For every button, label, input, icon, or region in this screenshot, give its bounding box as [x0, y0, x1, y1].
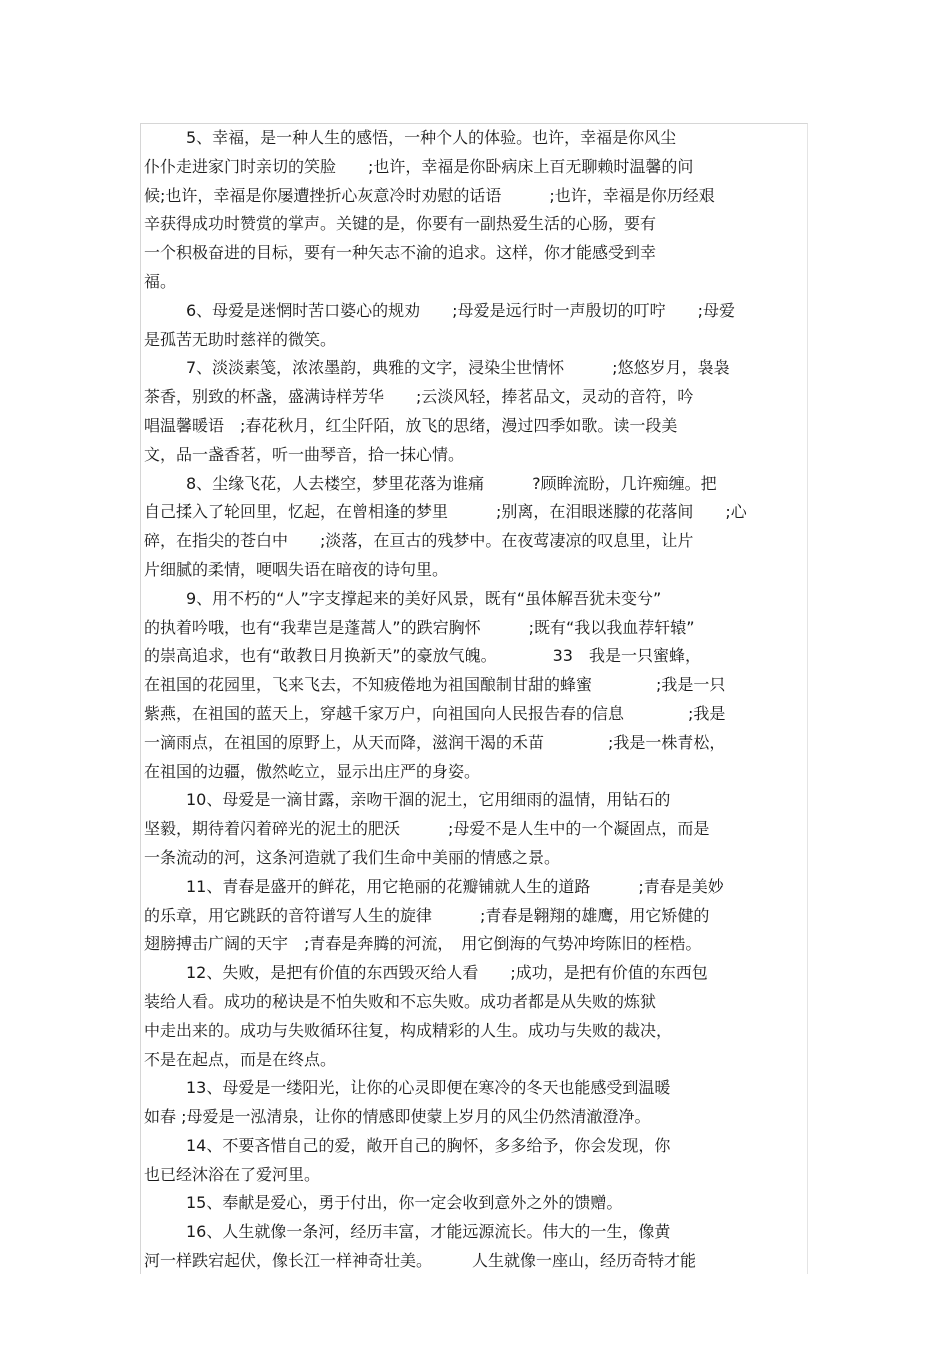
text-line: 中走出来的。成功与失败循环往复，构成精彩的人生。成功与失败的裁决， — [144, 1020, 673, 1040]
paragraph-first-line: 5、幸福，是一种人生的感悟，一种个人的体验。也许，幸福是你风尘 — [186, 128, 677, 147]
text-line: 是孤苦无助时慈祥的微笑。 — [144, 329, 337, 349]
text-line: 自己揉入了轮回里，忆起，在曾相逢的梦里 ;别离，在泪眼迷朦的花落间 ;心 — [144, 502, 747, 522]
text-line: 在祖国的边疆，傲然屹立，显示出庄严的身姿。 — [144, 761, 481, 781]
text-line: 辛获得成功时赞赏的掌声。关键的是，你要有一副热爱生活的心肠，要有 — [144, 214, 657, 234]
text-line: 一滴雨点，在祖国的原野上，从天而降，滋润干渴的禾苗 ;我是一株青松， — [144, 732, 726, 752]
text-line: 仆仆走进家门时亲切的笑脸 ;也许，幸福是你卧病床上百无聊赖时温馨的问 — [144, 156, 694, 176]
text-line: 在祖国的花园里，飞来飞去，不知疲倦地为祖国酿制甘甜的蜂蜜 ;我是一只 — [144, 675, 726, 695]
text-line: 也已经沐浴在了爱河里。 — [144, 1164, 321, 1184]
text-line: 唱温馨暖语 ;春花秋月，红尘阡陌，放飞的思绪，漫过四季如歌。读一段美 — [144, 415, 678, 435]
paragraph-first-line: 16、人生就像一条河，经历丰富，才能远源流长。伟大的一生，像黄 — [186, 1222, 671, 1242]
text-line: 碎，在指尖的苍白中 ;淡落，在亘古的残梦中。在夜莺凄凉的叹息里，让片 — [144, 531, 694, 551]
text-line: 一条流动的河，这条河造就了我们生命中美丽的情感之景。 — [144, 847, 561, 867]
text-line: 文，品一盏香茗，听一曲琴音，拾一抹心情。 — [144, 444, 465, 464]
text-line: 的乐章，用它跳跃的音符谱写人生的旋律 ;青春是翱翔的雄鹰，用它矫健的 — [144, 905, 710, 925]
text-line: 的崇高追求，也有“敢教日月换新天”的豪放气魄。 33 我是一只蜜蜂， — [144, 646, 701, 666]
text-line: 装给人看。成功的秘诀是不怕失败和不忘失败。成功者都是从失败的炼狱 — [144, 991, 657, 1011]
text-line: 不是在起点，而是在终点。 — [144, 1049, 337, 1069]
text-line: 的执着吟哦，也有“我辈岂是蓬蒿人”的跌宕胸怀 ;既有“我以我血荐轩辕” — [144, 617, 695, 637]
text-line: 河一样跌宕起伏，像长江一样神奇壮美。 人生就像一座山，经历奇特才能 — [144, 1251, 697, 1271]
paragraph-first-line: 12、失败，是把有价值的东西毁灭给人看 ;成功，是把有价值的东西包 — [186, 963, 708, 983]
text-line: 福。 — [144, 271, 177, 291]
text-line: 坚毅，期待着闪着碎光的泥土的肥沃 ;母爱不是人生中的一个凝固点，而是 — [144, 819, 710, 839]
paragraph-first-line: 13、母爱是一缕阳光，让你的心灵即便在寒冷的冬天也能感受到温暖 — [186, 1078, 671, 1098]
document-body — [144, 124, 804, 1276]
paragraph-first-line: 11、青春是盛开的鲜花，用它艳丽的花瓣铺就人生的道路 ;青春是美妙 — [186, 876, 724, 896]
text-line: 紫燕，在祖国的蓝天上，穿越千家万户，向祖国向人民报告春的信息 ;我是 — [144, 703, 726, 723]
text-line: 候;也许，幸福是你屡遭挫折心灰意冷时劝慰的话语 ;也许，幸福是你历经艰 — [144, 185, 715, 205]
paragraph-first-line: 14、不要吝惜自己的爱，敞开自己的胸怀，多多给予，你会发现，你 — [186, 1135, 671, 1155]
text-line: 一个积极奋进的目标，要有一种矢志不渝的追求。这样，你才能感受到幸 — [144, 243, 657, 263]
paragraph-first-line: 7、淡淡素笺，浓浓墨韵，典雅的文字，浸染尘世情怀 ;悠悠岁月，袅袅 — [186, 358, 730, 378]
text-line: 片细腻的柔情，哽咽失语在暗夜的诗句里。 — [144, 559, 449, 579]
paragraph-first-line: 9、用不朽的“人”字支撑起来的美好风景，既有“虽体解吾犹未变兮” — [186, 588, 662, 608]
paragraph-first-line: 15、奉献是爱心，勇于付出，你一定会收到意外之外的馈赠。 — [186, 1193, 623, 1213]
text-line: 如春 ;母爱是一泓清泉，让你的情感即使蒙上岁月的风尘仍然清澈澄净。 — [144, 1107, 651, 1127]
text-line: 翅膀搏击广阔的天宇 ;青春是奔腾的河流， 用它倒海的气势冲垮陈旧的桎梏。 — [144, 934, 702, 954]
paragraph-first-line: 6、母爱是迷惘时苦口婆心的规劝 ;母爱是远行时一声殷切的叮咛 ;母爱 — [186, 300, 735, 320]
paragraph-first-line: 10、母爱是一滴甘露，亲吻干涸的泥土，它用细雨的温情，用钻石的 — [186, 790, 671, 810]
paragraph-first-line: 8、尘缘飞花，人去楼空，梦里花落为谁痛 ?顾眸流盼，几许痴缠。把 — [186, 473, 717, 493]
text-line: 茶香，别致的杯盏，盛满诗样芳华 ;云淡风轻，捧茗品文，灵动的音符，吟 — [144, 387, 694, 407]
